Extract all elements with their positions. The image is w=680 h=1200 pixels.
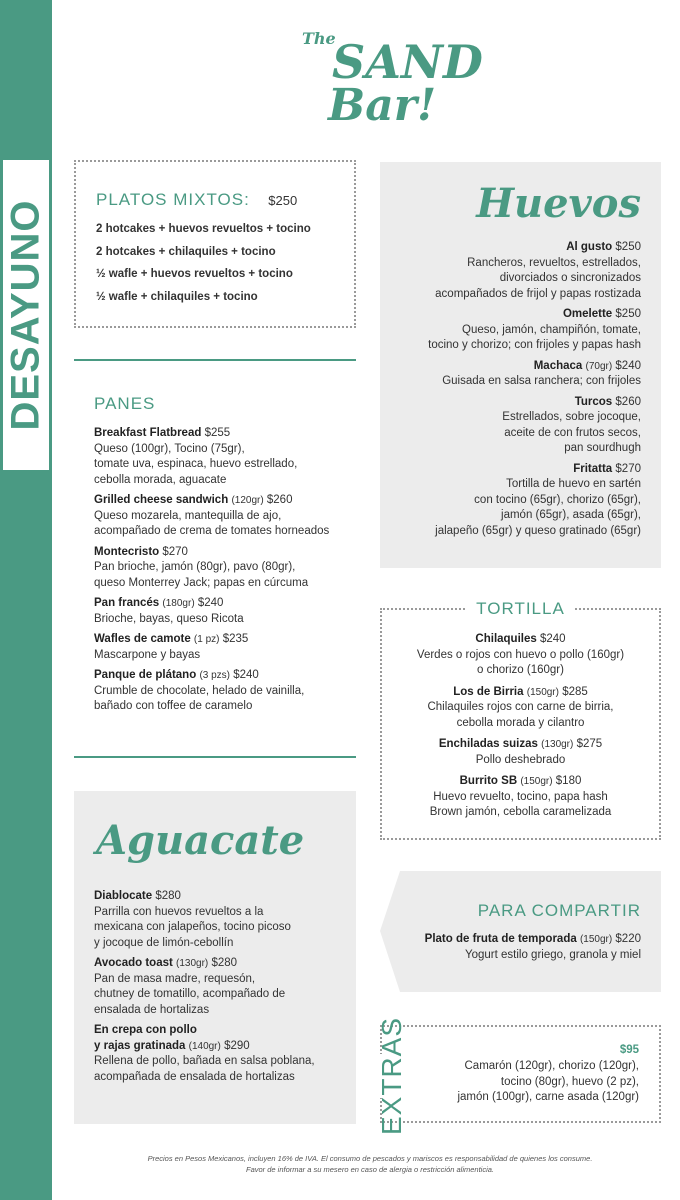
menu-item-name: Burrito SB bbox=[459, 775, 518, 787]
menu-item-price: $240 bbox=[197, 597, 224, 609]
menu-item-desc: ensalada de hortalizas bbox=[94, 1003, 210, 1016]
menu-item-name: En crepa con pollo bbox=[94, 1024, 197, 1036]
menu-item-name: Chilaquiles bbox=[475, 633, 537, 645]
menu-item bbox=[94, 956, 352, 1018]
menu-item-desc: tomate uva, espinaca, huevo estrellado, bbox=[94, 458, 298, 470]
menu-item-header bbox=[94, 426, 356, 442]
panes-title: PANES bbox=[94, 394, 156, 413]
menu-item-header bbox=[382, 632, 659, 648]
extras-title: EXTRAS bbox=[376, 1016, 407, 1136]
extras-list bbox=[399, 1059, 639, 1106]
menu-item-price: $280 bbox=[211, 957, 238, 969]
menu-item-weight: (130gr) bbox=[176, 958, 209, 969]
menu-item-name: Omelette bbox=[562, 308, 613, 320]
menu-item-name: Avocado toast bbox=[94, 957, 173, 969]
menu-item-desc: con tocino (65gr), chorizo (65gr), bbox=[474, 493, 641, 506]
menu-item-desc: Tortilla de huevo en sartén bbox=[506, 478, 641, 490]
divider bbox=[74, 756, 356, 758]
list-item: 2 hotcakes + huevos revueltos + tocino bbox=[96, 223, 311, 235]
tortilla-box bbox=[380, 599, 661, 840]
menu-item bbox=[381, 395, 641, 457]
menu-item bbox=[382, 632, 659, 679]
menu-item-weight: (150gr) bbox=[520, 776, 553, 787]
extras-box bbox=[376, 1016, 661, 1136]
menu-item-header bbox=[94, 889, 352, 905]
menu-item-price: $240 bbox=[539, 633, 566, 645]
menu-item-weight: (180gr) bbox=[162, 598, 195, 609]
menu-item-weight: (120gr) bbox=[231, 495, 264, 506]
list-item: ½ wafle + huevos revueltos + tocino bbox=[96, 268, 293, 280]
menu-item-desc: pan sourdhugh bbox=[564, 442, 641, 454]
menu-item-desc: jalapeño (65gr) y queso gratinado (65gr) bbox=[435, 524, 641, 537]
menu-item-name: Montecristo bbox=[94, 545, 160, 558]
sand-bar-logo bbox=[290, 12, 483, 131]
menu-item-desc: cebolla morada, aguacate bbox=[94, 473, 227, 486]
menu-item-desc: Estrellados, sobre jocoque, bbox=[502, 411, 641, 423]
menu-item-desc: Queso mozarela, mantequilla de ajo, bbox=[94, 509, 282, 522]
menu-item-price: $255 bbox=[204, 427, 231, 439]
platos-mixtos-box bbox=[74, 160, 356, 328]
menu-item-name: Breakfast Flatbread bbox=[94, 427, 202, 439]
menu-item bbox=[381, 307, 641, 354]
menu-item-desc: Pollo deshebrado bbox=[475, 753, 566, 766]
menu-item bbox=[94, 426, 356, 488]
menu-item-weight: (70gr) bbox=[585, 360, 613, 372]
platos-mixtos-title: PLATOS MIXTOS: bbox=[96, 190, 250, 209]
menu-item-header bbox=[381, 307, 641, 323]
menu-item-desc: mexicana con jalapeños, tocino picoso bbox=[94, 921, 291, 933]
menu-item-desc: chutney de tomatillo, acompañado de bbox=[94, 988, 286, 1000]
platos-mixtos-list bbox=[96, 218, 346, 308]
tortilla-title: TORTILLA bbox=[466, 599, 575, 618]
side-label: DESAYUNO bbox=[3, 199, 48, 431]
huevos-box bbox=[380, 162, 661, 568]
divider bbox=[74, 359, 356, 361]
menu-item-price: $240 bbox=[615, 359, 641, 372]
menu-item-price: $275 bbox=[576, 738, 603, 750]
menu-item-desc: Parrilla con huevos revueltos a la bbox=[94, 905, 264, 918]
menu-item-weight: (130gr) bbox=[541, 739, 574, 750]
compartir-item-weight: (150gr) bbox=[579, 934, 613, 945]
huevos-list bbox=[381, 240, 641, 544]
aguacate-list bbox=[94, 889, 352, 1090]
menu-item-price: $260 bbox=[266, 494, 293, 506]
menu-item-desc: aceite de con frutos secos, bbox=[504, 426, 641, 439]
menu-item-header bbox=[94, 668, 356, 684]
menu-item-price: $270 bbox=[615, 462, 641, 475]
menu-item-name: Panque de plátano bbox=[94, 669, 197, 681]
compartir-item-name: Plato de fruta de temporada bbox=[424, 933, 577, 945]
menu-item-price: $290 bbox=[224, 1039, 250, 1052]
compartir-title: PARA COMPARTIR bbox=[477, 901, 641, 920]
menu-item-name-line2: y rajas gratinada bbox=[94, 1039, 186, 1052]
footer-line: Favor de informar a su mesero en caso de alergia o restricción alimenticia. bbox=[245, 1165, 495, 1174]
extras-price: $95 bbox=[619, 1044, 639, 1056]
menu-item bbox=[94, 668, 356, 715]
menu-item-desc: bañado con toffee de caramelo bbox=[94, 700, 253, 712]
menu-item bbox=[94, 493, 356, 540]
menu-item-price: $280 bbox=[155, 890, 181, 902]
menu-item-name: Al gusto bbox=[566, 241, 613, 253]
menu-item-desc: Pan de masa madre, requesón, bbox=[94, 972, 256, 985]
footer-note bbox=[60, 1153, 680, 1175]
menu-item-header bbox=[381, 462, 641, 478]
menu-item-price: $180 bbox=[555, 775, 582, 787]
compartir-item-desc: Yogurt estilo griego, granola y miel bbox=[464, 949, 641, 961]
menu-item bbox=[382, 774, 659, 821]
extras-line: tocino (80gr), huevo (2 pz), bbox=[500, 1075, 639, 1088]
menu-item-header bbox=[381, 359, 641, 375]
menu-item-desc: cebolla morada y cilantro bbox=[456, 716, 585, 729]
menu-item-header bbox=[382, 685, 659, 701]
menu-item-desc: Pan brioche, jamón (80gr), pavo (80gr), bbox=[94, 561, 296, 573]
menu-item-weight: (3 pzs) bbox=[199, 670, 231, 681]
menu-item-desc: queso Monterrey Jack; papas en cúrcuma bbox=[94, 576, 309, 589]
compartir-box bbox=[380, 871, 661, 992]
menu-item-price: $270 bbox=[162, 545, 188, 558]
menu-item-header bbox=[94, 545, 356, 561]
menu-item-desc: Queso, jamón, champiñón, tomate, bbox=[462, 323, 641, 336]
menu-item-desc: Brioche, bayas, queso Ricota bbox=[94, 612, 244, 625]
panes-section bbox=[94, 394, 356, 720]
menu-item-header bbox=[382, 737, 659, 753]
menu-item bbox=[94, 596, 356, 627]
footer-line: Precios en Pesos Mexicanos, incluyen 16% de IVA. El consumo de pescados y mariscos es responsabilidad de quienes los consume. bbox=[147, 1154, 593, 1163]
menu-item-desc: y jocoque de limón-cebollín bbox=[94, 936, 234, 949]
menu-item-header bbox=[94, 596, 356, 612]
menu-item-desc: Mascarpone y bayas bbox=[94, 648, 201, 661]
extras-line: Camarón (120gr), chorizo (120gr), bbox=[464, 1060, 639, 1072]
menu-item-weight: (1 pz) bbox=[193, 634, 220, 645]
menu-item bbox=[94, 632, 356, 663]
menu-item-name: Enchiladas suizas bbox=[438, 738, 538, 750]
menu-item-desc: Guisada en salsa ranchera; con frijoles bbox=[442, 375, 641, 387]
menu-item-desc: tocino y chorizo; con frijoles y papas hash bbox=[428, 339, 641, 351]
menu-item-desc: Chilaquiles rojos con carne de birria, bbox=[427, 701, 614, 713]
menu-item-price: $260 bbox=[615, 395, 641, 408]
menu-item-name: Diablocate bbox=[94, 890, 153, 902]
menu-item-price: $250 bbox=[615, 308, 641, 320]
menu-item-price: $285 bbox=[562, 685, 588, 698]
menu-item-desc: acompañado de crema de tomates horneados bbox=[94, 525, 330, 537]
menu-item-header bbox=[381, 395, 641, 411]
logo-line3: Bar! bbox=[328, 80, 437, 131]
menu-item-name: Machaca bbox=[533, 359, 583, 372]
logo-line1: The bbox=[302, 29, 336, 48]
menu-item-header bbox=[94, 632, 356, 648]
aguacate-title: Aguacate bbox=[96, 817, 305, 864]
list-item: ½ wafle + chilaquiles + tocino bbox=[96, 290, 258, 303]
menu-item bbox=[94, 545, 356, 592]
panes-list bbox=[94, 426, 356, 715]
menu-item-weight: (150gr) bbox=[526, 686, 559, 698]
menu-item-desc: acompañada de ensalada de hortalizas bbox=[94, 1070, 295, 1083]
list-item: 2 hotcakes + chilaquiles + tocino bbox=[96, 245, 276, 258]
menu-item bbox=[94, 889, 352, 951]
menu-item-name: Grilled cheese sandwich bbox=[94, 494, 229, 506]
menu-item-desc: divorciados o sincronizados bbox=[499, 272, 641, 284]
menu-item-weight: (140gr) bbox=[188, 1040, 221, 1052]
menu-item-header bbox=[382, 774, 659, 790]
menu-item-header bbox=[94, 493, 356, 509]
menu-item-name: Wafles de camote bbox=[94, 633, 191, 645]
menu-item-name: Los de Birria bbox=[453, 685, 524, 698]
menu-item-desc: Verdes o rojos con huevo o pollo (160gr) bbox=[416, 648, 625, 661]
side-label-container bbox=[0, 0, 52, 1200]
menu-item bbox=[381, 462, 641, 540]
menu-item-header bbox=[94, 956, 352, 972]
huevos-title: Huevos bbox=[476, 180, 641, 227]
menu-item-name: Fritatta bbox=[573, 462, 613, 475]
compartir-item-price: $220 bbox=[615, 933, 641, 945]
menu-item-desc: Rancheros, revueltos, estrellados, bbox=[467, 256, 641, 269]
menu-item bbox=[381, 240, 641, 302]
menu-item-desc: acompañados de frijol y papas rostizada bbox=[435, 287, 641, 300]
menu-item-price: $240 bbox=[233, 669, 259, 681]
platos-mixtos-price: $250 bbox=[268, 193, 298, 208]
menu-item-name: Pan francés bbox=[94, 597, 160, 609]
menu-item-header bbox=[94, 1023, 352, 1054]
menu-item-desc: jamón (65gr), asada (65gr), bbox=[501, 509, 641, 521]
menu-item-desc: Brown jamón, cebolla caramelizada bbox=[429, 806, 612, 818]
menu-item-header bbox=[381, 240, 641, 256]
menu-item-price: $250 bbox=[615, 241, 641, 253]
menu-item bbox=[94, 1023, 352, 1085]
menu-item-desc: o chorizo (160gr) bbox=[477, 664, 564, 676]
tortilla-list bbox=[382, 632, 659, 827]
menu-item bbox=[381, 359, 641, 390]
menu-item-desc: Rellena de pollo, bañada en salsa poblana, bbox=[94, 1055, 315, 1067]
menu-item-price: $235 bbox=[222, 633, 249, 645]
menu-item-desc: Queso (100gr), Tocino (75gr), bbox=[94, 442, 245, 455]
menu-item bbox=[382, 685, 659, 732]
extras-line: jamón (100gr), carne asada (120gr) bbox=[457, 1091, 639, 1103]
menu-item-name: Turcos bbox=[574, 395, 613, 408]
menu-item bbox=[382, 737, 659, 768]
menu-item-desc: Crumble de chocolate, helado de vainilla, bbox=[94, 684, 305, 697]
menu-item-desc: Huevo revuelto, tocino, papa hash bbox=[433, 790, 608, 803]
aguacate-box bbox=[74, 791, 356, 1124]
logo-line2: SAND bbox=[332, 35, 483, 89]
